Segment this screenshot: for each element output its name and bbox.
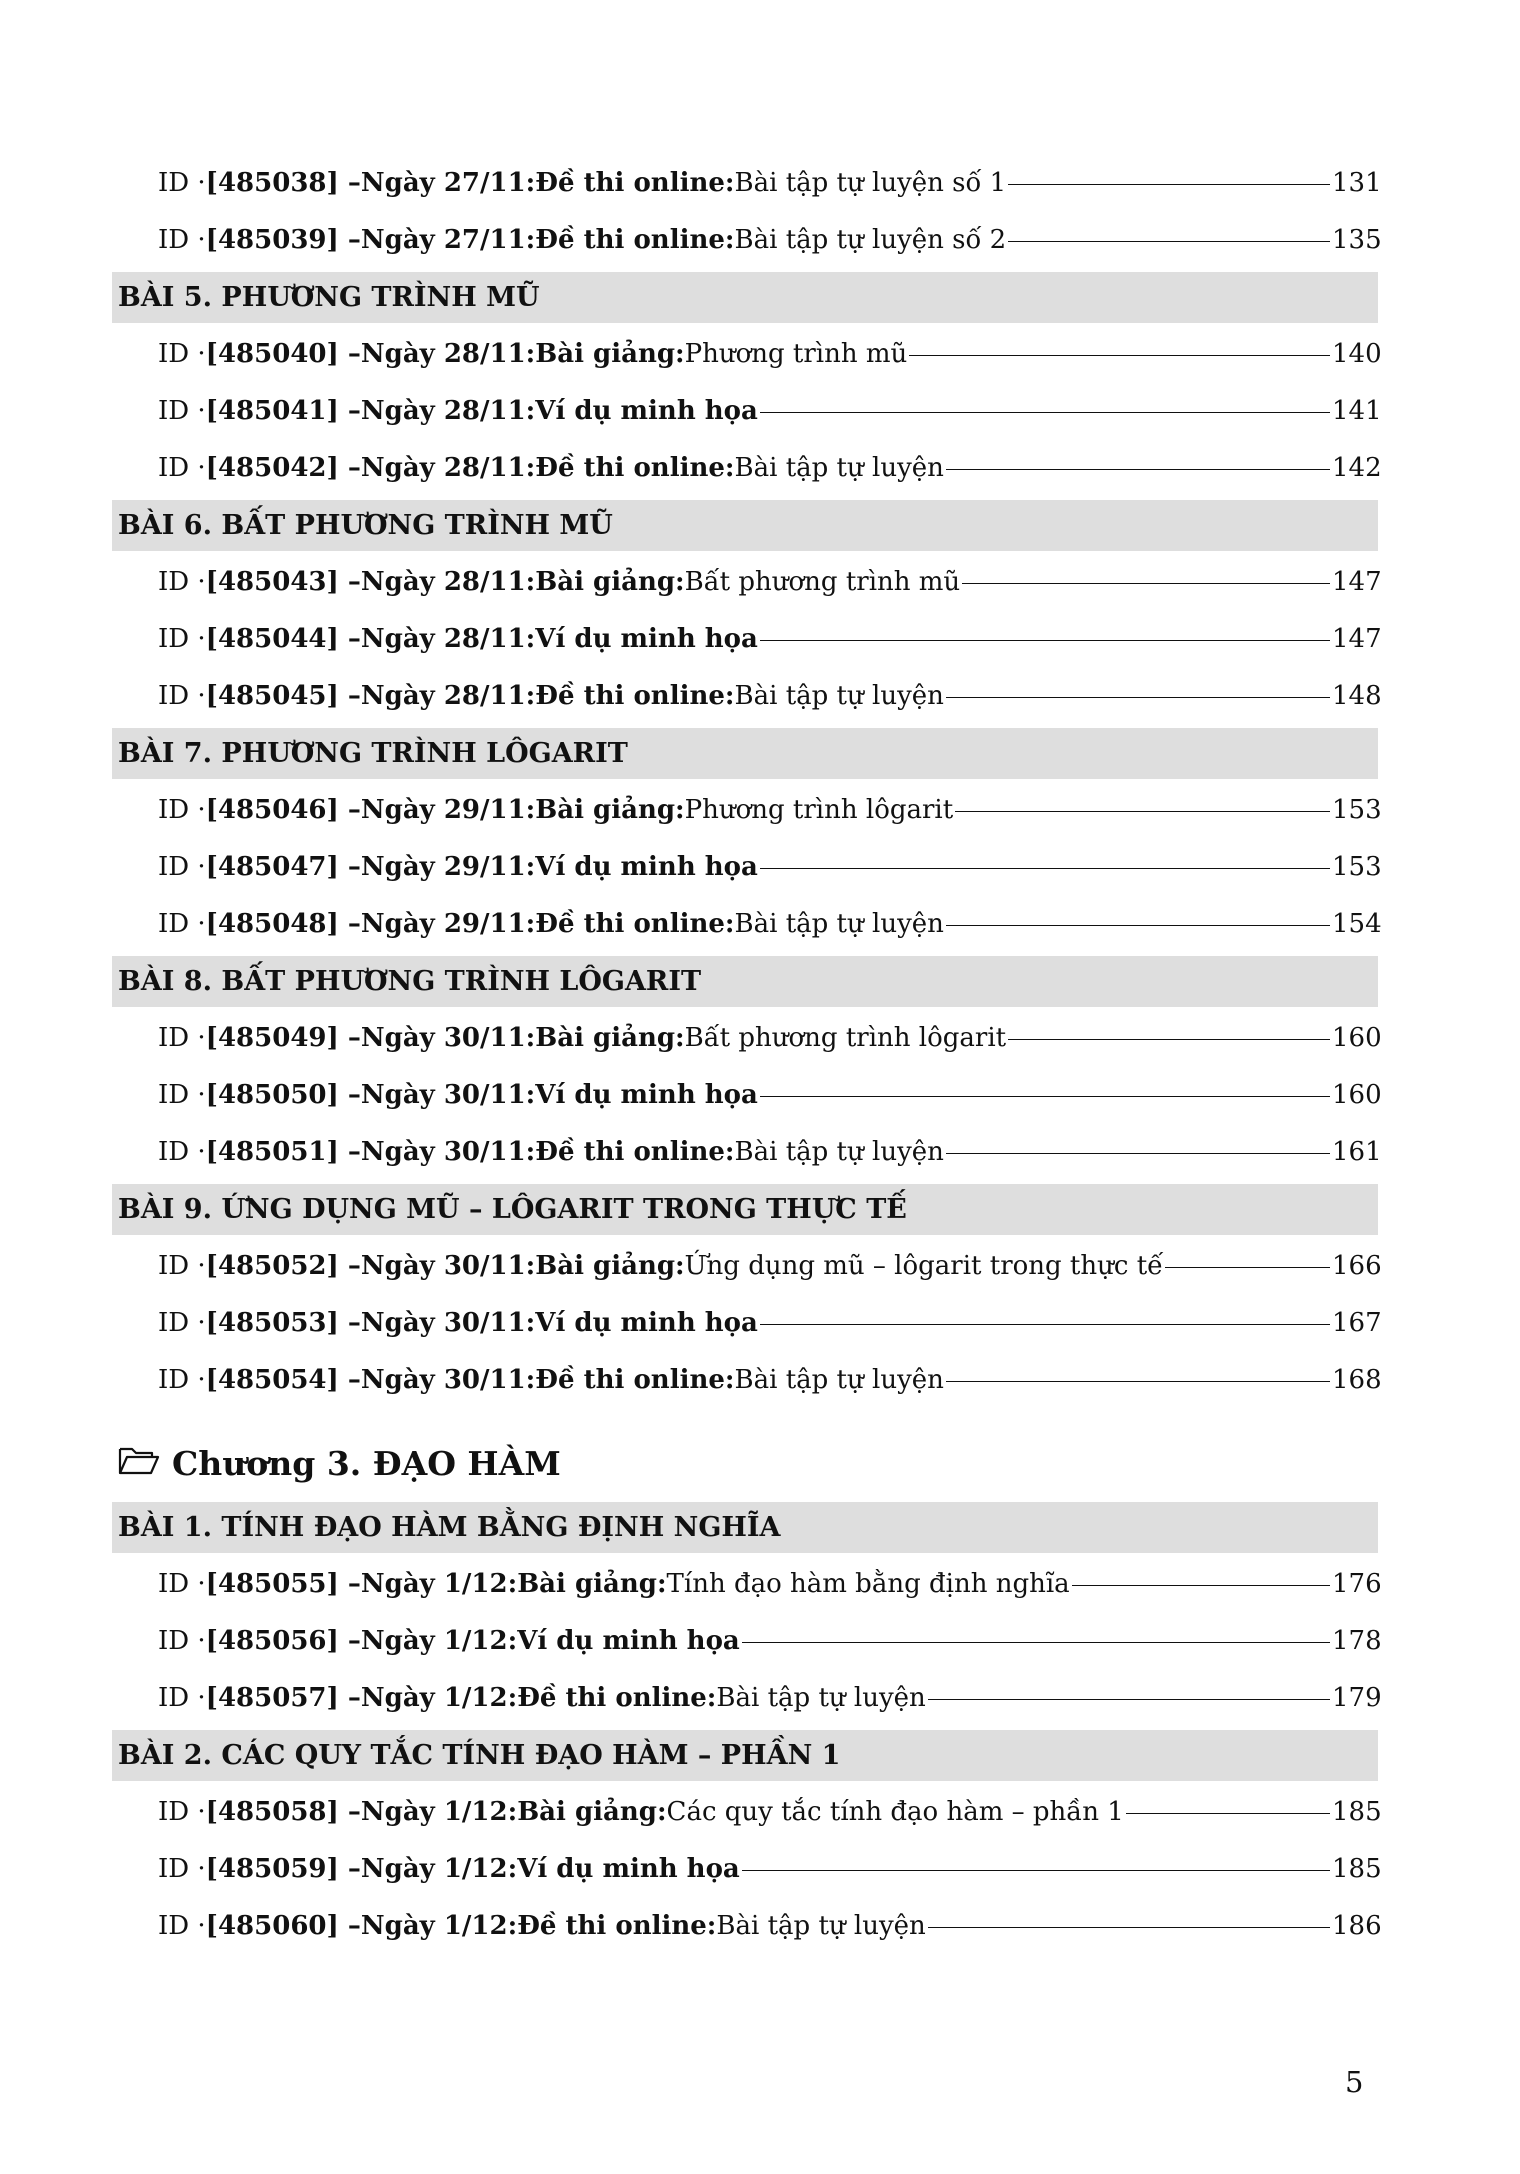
toc-entry bbox=[112, 1613, 1382, 1670]
entry-page: 148 bbox=[1332, 681, 1382, 711]
entry-date: Ngày 28/11: bbox=[360, 624, 536, 654]
entry-type: Đề thi online: bbox=[535, 909, 735, 939]
table-of-contents bbox=[112, 155, 1382, 1955]
entry-id: [485045] – bbox=[205, 681, 361, 711]
entry-id: [485048] – bbox=[205, 909, 361, 939]
entry-id-value: 485060 bbox=[217, 1911, 327, 1941]
dot-leader bbox=[760, 1324, 1330, 1325]
entry-page: 186 bbox=[1332, 1911, 1382, 1941]
entry-date: Ngày 30/11: bbox=[360, 1080, 536, 1110]
id-prefix: ID · bbox=[158, 1365, 206, 1395]
entry-id: [485056] – bbox=[205, 1626, 361, 1656]
entry-id-value: 485055 bbox=[217, 1569, 327, 1599]
id-prefix: ID · bbox=[158, 1797, 206, 1827]
entry-date: Ngày 29/11: bbox=[360, 795, 536, 825]
toc-entry bbox=[112, 326, 1382, 383]
entry-page: 166 bbox=[1332, 1251, 1382, 1281]
entry-title: Bài tập tự luyện bbox=[734, 453, 944, 483]
entry-id: [485057] – bbox=[205, 1683, 361, 1713]
toc-entry bbox=[112, 212, 1382, 269]
entry-page: 168 bbox=[1332, 1365, 1382, 1395]
id-prefix: ID · bbox=[158, 1023, 206, 1053]
entry-id-value: 485056 bbox=[217, 1626, 327, 1656]
dot-leader bbox=[946, 697, 1330, 698]
id-prefix: ID · bbox=[158, 1080, 206, 1110]
toc-entry bbox=[112, 440, 1382, 497]
entry-type: Đề thi online: bbox=[535, 1137, 735, 1167]
id-prefix: ID · bbox=[158, 396, 206, 426]
entry-page: 140 bbox=[1332, 339, 1382, 369]
dot-leader bbox=[1072, 1585, 1330, 1586]
dot-leader bbox=[742, 1642, 1330, 1643]
dot-leader bbox=[928, 1927, 1330, 1928]
entry-id: [485046] – bbox=[205, 795, 361, 825]
entry-page: 131 bbox=[1332, 168, 1382, 198]
dot-leader bbox=[1008, 184, 1330, 185]
entry-title: Tính đạo hàm bằng định nghĩa bbox=[666, 1569, 1070, 1599]
entry-date: Ngày 28/11: bbox=[360, 396, 536, 426]
entry-id-value: 485046 bbox=[217, 795, 327, 825]
id-prefix: ID · bbox=[158, 1683, 206, 1713]
entry-id: [485054] – bbox=[205, 1365, 361, 1395]
entry-date: Ngày 28/11: bbox=[360, 339, 536, 369]
id-prefix: ID · bbox=[158, 852, 206, 882]
entry-id: [485038] – bbox=[205, 168, 361, 198]
lesson-heading: BÀI 1. TÍNH ĐẠO HÀM BẰNG ĐỊNH NGHĨA bbox=[112, 1502, 1378, 1553]
dot-leader bbox=[909, 355, 1330, 356]
id-prefix: ID · bbox=[158, 1911, 206, 1941]
entry-id: [485058] – bbox=[205, 1797, 361, 1827]
dot-leader bbox=[946, 1381, 1330, 1382]
entry-type: Đề thi online: bbox=[535, 453, 735, 483]
toc-entry bbox=[112, 155, 1382, 212]
entry-date: Ngày 27/11: bbox=[360, 225, 536, 255]
dot-leader bbox=[1165, 1267, 1330, 1268]
toc-entry bbox=[112, 839, 1382, 896]
lesson-heading: BÀI 8. BẤT PHƯƠNG TRÌNH LÔGARIT bbox=[112, 956, 1378, 1007]
toc-entry bbox=[112, 782, 1382, 839]
entry-type: Ví dụ minh họa bbox=[535, 1080, 758, 1110]
entry-title: Bất phương trình mũ bbox=[684, 567, 961, 597]
entry-date: Ngày 30/11: bbox=[360, 1023, 536, 1053]
toc-entry bbox=[112, 1784, 1382, 1841]
entry-type: Đề thi online: bbox=[517, 1683, 717, 1713]
entry-id-value: 485050 bbox=[217, 1080, 327, 1110]
entry-title: Bài tập tự luyện số 2 bbox=[734, 225, 1007, 255]
entry-title: Bài tập tự luyện bbox=[734, 681, 944, 711]
dot-leader bbox=[946, 925, 1330, 926]
toc-entry bbox=[112, 383, 1382, 440]
entry-date: Ngày 28/11: bbox=[360, 567, 536, 597]
entry-date: Ngày 30/11: bbox=[360, 1308, 536, 1338]
dot-leader bbox=[1126, 1813, 1330, 1814]
toc-entry bbox=[112, 1898, 1382, 1955]
entry-type: Đề thi online: bbox=[535, 1365, 735, 1395]
toc-entry bbox=[112, 1352, 1382, 1409]
dot-leader bbox=[760, 1096, 1330, 1097]
entry-date: Ngày 1/12: bbox=[360, 1911, 518, 1941]
chapter-title: Chương 3. ĐẠO HÀM bbox=[172, 1444, 561, 1483]
entry-type: Ví dụ minh họa bbox=[535, 1308, 758, 1338]
entry-id-value: 485059 bbox=[217, 1854, 327, 1884]
entry-type: Bài giảng: bbox=[535, 795, 685, 825]
entry-page: 178 bbox=[1332, 1626, 1382, 1656]
entry-id: [485044] – bbox=[205, 624, 361, 654]
entry-id-value: 485043 bbox=[217, 567, 327, 597]
id-prefix: ID · bbox=[158, 1569, 206, 1599]
page-number: 5 bbox=[1345, 2065, 1364, 2099]
entry-page: 142 bbox=[1332, 453, 1382, 483]
entry-id-value: 485057 bbox=[217, 1683, 327, 1713]
entry-title: Bài tập tự luyện bbox=[716, 1683, 926, 1713]
toc-entry bbox=[112, 554, 1382, 611]
entry-type: Ví dụ minh họa bbox=[517, 1854, 740, 1884]
entry-page: 185 bbox=[1332, 1797, 1382, 1827]
entry-type: Ví dụ minh họa bbox=[535, 624, 758, 654]
id-prefix: ID · bbox=[158, 1854, 206, 1884]
entry-page: 147 bbox=[1332, 567, 1382, 597]
entry-title: Bài tập tự luyện bbox=[716, 1911, 926, 1941]
lesson-heading: BÀI 9. ỨNG DỤNG MŨ – LÔGARIT TRONG THỰC TẾ bbox=[112, 1184, 1378, 1235]
dot-leader bbox=[946, 1153, 1330, 1154]
entry-title: Bài tập tự luyện bbox=[734, 909, 944, 939]
dot-leader bbox=[760, 412, 1330, 413]
entry-id: [485059] – bbox=[205, 1854, 361, 1884]
dot-leader bbox=[1008, 1039, 1330, 1040]
entry-id-value: 485051 bbox=[217, 1137, 327, 1167]
entry-id-value: 485039 bbox=[217, 225, 327, 255]
chapter-heading bbox=[112, 1409, 1378, 1499]
entry-id: [485051] – bbox=[205, 1137, 361, 1167]
entry-type: Đề thi online: bbox=[535, 681, 735, 711]
folder-icon bbox=[118, 1445, 160, 1475]
id-prefix: ID · bbox=[158, 168, 206, 198]
toc-entry bbox=[112, 1067, 1382, 1124]
toc-entry bbox=[112, 1841, 1382, 1898]
toc-entry bbox=[112, 1010, 1382, 1067]
id-prefix: ID · bbox=[158, 1626, 206, 1656]
entry-id-value: 485047 bbox=[217, 852, 327, 882]
entry-date: Ngày 30/11: bbox=[360, 1251, 536, 1281]
entry-id: [485053] – bbox=[205, 1308, 361, 1338]
entry-page: 153 bbox=[1332, 852, 1382, 882]
id-prefix: ID · bbox=[158, 567, 206, 597]
entry-id: [485043] – bbox=[205, 567, 361, 597]
entry-date: Ngày 30/11: bbox=[360, 1137, 536, 1167]
entry-date: Ngày 1/12: bbox=[360, 1797, 518, 1827]
entry-type: Bài giảng: bbox=[535, 1251, 685, 1281]
entry-id-value: 485058 bbox=[217, 1797, 327, 1827]
entry-id-value: 485040 bbox=[217, 339, 327, 369]
entry-type: Bài giảng: bbox=[517, 1797, 667, 1827]
entry-id: [485049] – bbox=[205, 1023, 361, 1053]
toc-entry bbox=[112, 668, 1382, 725]
entry-date: Ngày 28/11: bbox=[360, 453, 536, 483]
toc-entry bbox=[112, 1556, 1382, 1613]
entry-title: Bài tập tự luyện số 1 bbox=[734, 168, 1007, 198]
entry-page: 154 bbox=[1332, 909, 1382, 939]
dot-leader bbox=[1008, 241, 1330, 242]
entry-id: [485060] – bbox=[205, 1911, 361, 1941]
dot-leader bbox=[928, 1699, 1330, 1700]
id-prefix: ID · bbox=[158, 624, 206, 654]
toc-entry bbox=[112, 896, 1382, 953]
entry-page: 153 bbox=[1332, 795, 1382, 825]
entry-id-value: 485045 bbox=[217, 681, 327, 711]
entry-type: Đề thi online: bbox=[517, 1911, 717, 1941]
entry-type: Đề thi online: bbox=[535, 168, 735, 198]
entry-id: [485055] – bbox=[205, 1569, 361, 1599]
dot-leader bbox=[760, 640, 1330, 641]
entry-title: Bất phương trình lôgarit bbox=[684, 1023, 1007, 1053]
id-prefix: ID · bbox=[158, 1308, 206, 1338]
entry-id-value: 485053 bbox=[217, 1308, 327, 1338]
toc-entry bbox=[112, 1670, 1382, 1727]
entry-id: [485047] – bbox=[205, 852, 361, 882]
entry-title: Ứng dụng mũ – lôgarit trong thực tế bbox=[684, 1251, 1164, 1281]
entry-id: [485050] – bbox=[205, 1080, 361, 1110]
entry-page: 185 bbox=[1332, 1854, 1382, 1884]
entry-type: Đề thi online: bbox=[535, 225, 735, 255]
dot-leader bbox=[742, 1870, 1330, 1871]
entry-type: Bài giảng: bbox=[535, 567, 685, 597]
lesson-heading: BÀI 2. CÁC QUY TẮC TÍNH ĐẠO HÀM – PHẦN 1 bbox=[112, 1730, 1378, 1781]
entry-date: Ngày 29/11: bbox=[360, 852, 536, 882]
entry-type: Ví dụ minh họa bbox=[535, 396, 758, 426]
id-prefix: ID · bbox=[158, 795, 206, 825]
entry-id: [485052] – bbox=[205, 1251, 361, 1281]
dot-leader bbox=[962, 583, 1330, 584]
entry-id-value: 485049 bbox=[217, 1023, 327, 1053]
lesson-heading: BÀI 5. PHƯƠNG TRÌNH MŨ bbox=[112, 272, 1378, 323]
entry-type: Ví dụ minh họa bbox=[517, 1626, 740, 1656]
entry-title: Bài tập tự luyện bbox=[734, 1137, 944, 1167]
toc-entry bbox=[112, 611, 1382, 668]
id-prefix: ID · bbox=[158, 909, 206, 939]
toc-entry bbox=[112, 1124, 1382, 1181]
entry-page: 161 bbox=[1332, 1137, 1382, 1167]
entry-type: Bài giảng: bbox=[535, 1023, 685, 1053]
entry-id-value: 485044 bbox=[217, 624, 327, 654]
id-prefix: ID · bbox=[158, 1251, 206, 1281]
toc-entry bbox=[112, 1295, 1382, 1352]
entry-title: Phương trình mũ bbox=[684, 339, 908, 369]
entry-id: [485040] – bbox=[205, 339, 361, 369]
id-prefix: ID · bbox=[158, 339, 206, 369]
entry-id-value: 485041 bbox=[217, 396, 327, 426]
entry-id: [485042] – bbox=[205, 453, 361, 483]
entry-page: 147 bbox=[1332, 624, 1382, 654]
dot-leader bbox=[760, 868, 1330, 869]
entry-type: Bài giảng: bbox=[517, 1569, 667, 1599]
entry-date: Ngày 1/12: bbox=[360, 1626, 518, 1656]
entry-date: Ngày 30/11: bbox=[360, 1365, 536, 1395]
entry-type: Ví dụ minh họa bbox=[535, 852, 758, 882]
id-prefix: ID · bbox=[158, 1137, 206, 1167]
entry-page: 141 bbox=[1332, 396, 1382, 426]
dot-leader bbox=[946, 469, 1330, 470]
entry-id-value: 485038 bbox=[217, 168, 327, 198]
entry-page: 160 bbox=[1332, 1080, 1382, 1110]
dot-leader bbox=[955, 811, 1330, 812]
entry-page: 167 bbox=[1332, 1308, 1382, 1338]
lesson-heading: BÀI 7. PHƯƠNG TRÌNH LÔGARIT bbox=[112, 728, 1378, 779]
id-prefix: ID · bbox=[158, 681, 206, 711]
entry-date: Ngày 27/11: bbox=[360, 168, 536, 198]
entry-date: Ngày 1/12: bbox=[360, 1683, 518, 1713]
id-prefix: ID · bbox=[158, 225, 206, 255]
entry-page: 176 bbox=[1332, 1569, 1382, 1599]
entry-id-value: 485054 bbox=[217, 1365, 327, 1395]
entry-page: 179 bbox=[1332, 1683, 1382, 1713]
entry-date: Ngày 29/11: bbox=[360, 909, 536, 939]
entry-id-value: 485052 bbox=[217, 1251, 327, 1281]
entry-id: [485041] – bbox=[205, 396, 361, 426]
entry-page: 160 bbox=[1332, 1023, 1382, 1053]
entry-date: Ngày 1/12: bbox=[360, 1854, 518, 1884]
entry-id: [485039] – bbox=[205, 225, 361, 255]
entry-date: Ngày 28/11: bbox=[360, 681, 536, 711]
entry-page: 135 bbox=[1332, 225, 1382, 255]
lesson-heading: BÀI 6. BẤT PHƯƠNG TRÌNH MŨ bbox=[112, 500, 1378, 551]
id-prefix: ID · bbox=[158, 453, 206, 483]
entry-date: Ngày 1/12: bbox=[360, 1569, 518, 1599]
entry-id-value: 485042 bbox=[217, 453, 327, 483]
entry-id-value: 485048 bbox=[217, 909, 327, 939]
toc-entry bbox=[112, 1238, 1382, 1295]
entry-type: Bài giảng: bbox=[535, 339, 685, 369]
entry-title: Bài tập tự luyện bbox=[734, 1365, 944, 1395]
entry-title: Phương trình lôgarit bbox=[684, 795, 954, 825]
entry-title: Các quy tắc tính đạo hàm – phần 1 bbox=[666, 1797, 1124, 1827]
